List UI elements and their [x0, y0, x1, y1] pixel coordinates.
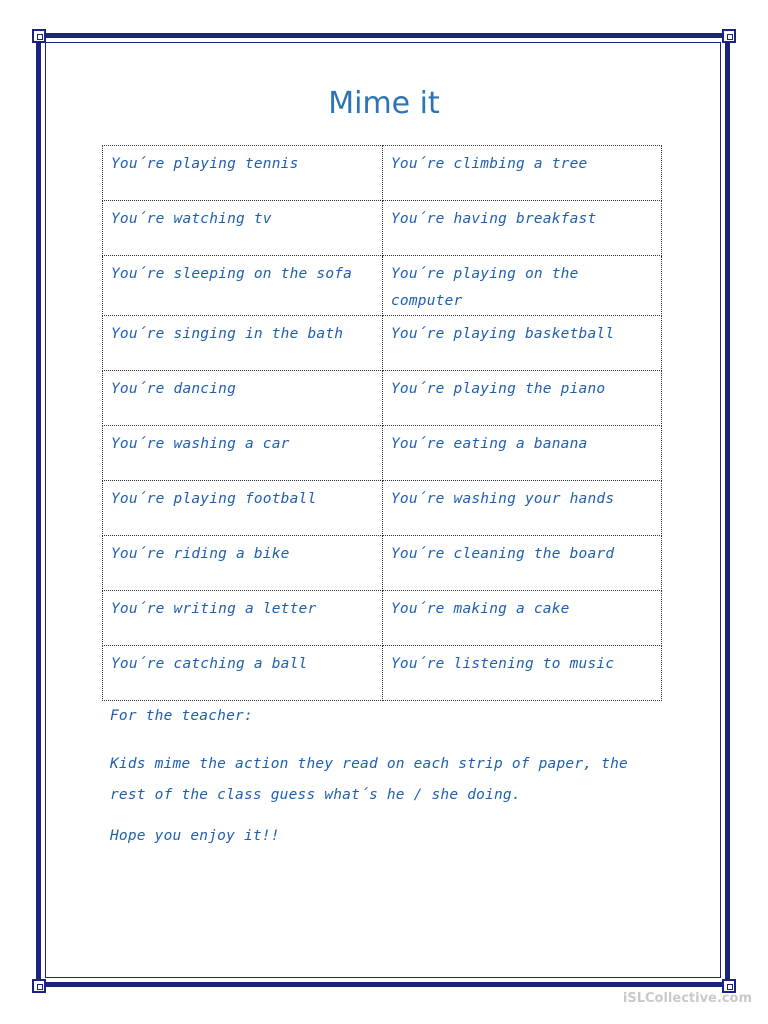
table-row — [103, 646, 662, 701]
teacher-notes-heading: For the teacher: — [110, 708, 253, 724]
mime-card: You´re dancing — [103, 371, 383, 426]
table-row — [103, 591, 662, 646]
mime-card: You´re eating a banana — [383, 426, 662, 481]
mime-card: You´re making a cake — [383, 591, 662, 646]
table-row — [103, 481, 662, 536]
border-corner-ornament — [32, 29, 46, 43]
mime-card: You´re writing a letter — [103, 591, 383, 646]
mime-card: You´re playing tennis — [103, 146, 383, 201]
mime-cards-table — [102, 145, 662, 701]
mime-card: You´re sleeping on the sofa — [103, 256, 383, 316]
mime-card: You´re playing on the computer — [383, 256, 662, 316]
site-watermark: iSLCollective.com — [622, 991, 752, 1006]
table-row — [103, 536, 662, 591]
teacher-notes — [110, 705, 670, 847]
mime-card: You´re watching tv — [103, 201, 383, 256]
mime-card: You´re having breakfast — [383, 201, 662, 256]
teacher-notes-closing: Hope you enjoy it!! — [110, 828, 280, 844]
mime-card: You´re catching a ball — [103, 646, 383, 701]
mime-card: You´re singing in the bath — [103, 316, 383, 371]
teacher-notes-instructions: Kids mime the action they read on each strip of paper, the rest of the class guess what´s he / she doing. — [110, 756, 628, 803]
table-row — [103, 371, 662, 426]
table-row — [103, 201, 662, 256]
page-title: Mime it — [328, 86, 440, 121]
table-row — [103, 426, 662, 481]
table-row — [103, 316, 662, 371]
border-corner-ornament — [32, 979, 46, 993]
mime-card: You´re listening to music — [383, 646, 662, 701]
table-row — [103, 146, 662, 201]
mime-card: You´re playing basketball — [383, 316, 662, 371]
mime-card: You´re cleaning the board — [383, 536, 662, 591]
table-row — [103, 256, 662, 316]
mime-card: You´re riding a bike — [103, 536, 383, 591]
mime-card: You´re playing football — [103, 481, 383, 536]
mime-card: You´re playing the piano — [383, 371, 662, 426]
border-corner-ornament — [722, 29, 736, 43]
mime-card: You´re washing your hands — [383, 481, 662, 536]
mime-card: You´re washing a car — [103, 426, 383, 481]
mime-card: You´re climbing a tree — [383, 146, 662, 201]
